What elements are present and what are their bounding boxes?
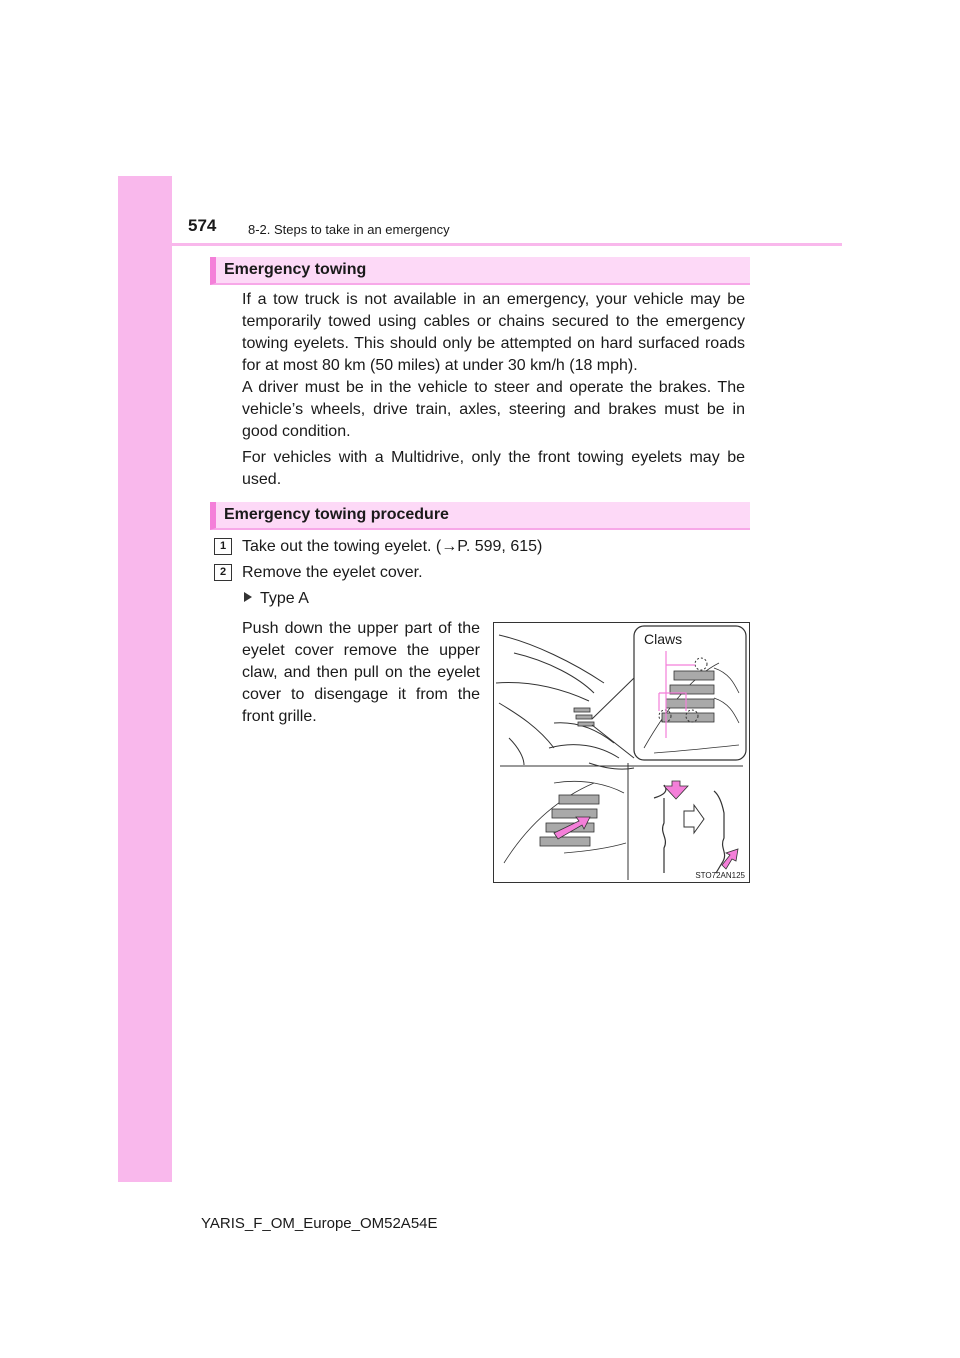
grille-closeup-drawing xyxy=(504,781,626,863)
triangle-bullet-icon xyxy=(244,592,252,602)
chapter-title: 8-2. Steps to take in an emergency xyxy=(248,222,450,237)
bullet-label: Type A xyxy=(260,590,309,607)
illustration-drawing xyxy=(494,623,749,882)
zoom-line-bottom xyxy=(592,725,634,758)
eyelet-cover-illustration xyxy=(493,622,750,883)
header-rule xyxy=(118,243,842,246)
paragraph-multidrive-note: For vehicles with a Multidrive, only the front towing eyelets may be used. xyxy=(242,449,745,488)
document-id: YARIS_F_OM_Europe_OM52A54E xyxy=(201,1215,438,1232)
zoom-line-top xyxy=(592,678,634,719)
page-number: 574 xyxy=(188,216,217,235)
eyelet-cover-instructions: Push down the upper part of the eyelet cover remove the upper claw, and then pull on the eyelet cover to disengage it from the front grille. xyxy=(242,620,480,725)
chapter-sidebar-tab xyxy=(118,176,172,1182)
type-a-bullet xyxy=(244,588,309,610)
step-number-badge: 1 xyxy=(214,538,232,555)
section-heading-emergency-towing: Emergency towing xyxy=(210,257,750,285)
cross-section-drawing xyxy=(654,785,725,873)
next-step-arrow-icon xyxy=(684,805,704,833)
small-grille-drawing xyxy=(574,708,594,726)
step-text: Remove the eyelet cover. xyxy=(242,564,423,581)
step-number-badge: 2 xyxy=(214,564,232,581)
step-text: Take out the towing eyelet. (→P. 599, 615) xyxy=(242,538,543,555)
paragraph-tow-conditions: If a tow truck is not available in an emergency, your vehicle may be temporarily towed using cables or chains secured to the emergency towing eyelets. This should only be attempted on hard surfaced roads for at most 80 km (50 miles) at under 30 km/h (18 mph). xyxy=(242,291,745,374)
car-front-drawing xyxy=(496,635,634,769)
claws-label: Claws xyxy=(644,631,683,647)
figure-code: STO72AN125 xyxy=(695,871,745,880)
push-down-arrow-icon xyxy=(664,781,688,799)
paragraph-driver-requirements: A driver must be in the vehicle to steer and operate the brakes. The vehicle’s wheels, drive train, axles, steering and brakes must be in good condition. xyxy=(242,379,745,440)
section-heading-towing-procedure: Emergency towing procedure xyxy=(210,502,750,530)
